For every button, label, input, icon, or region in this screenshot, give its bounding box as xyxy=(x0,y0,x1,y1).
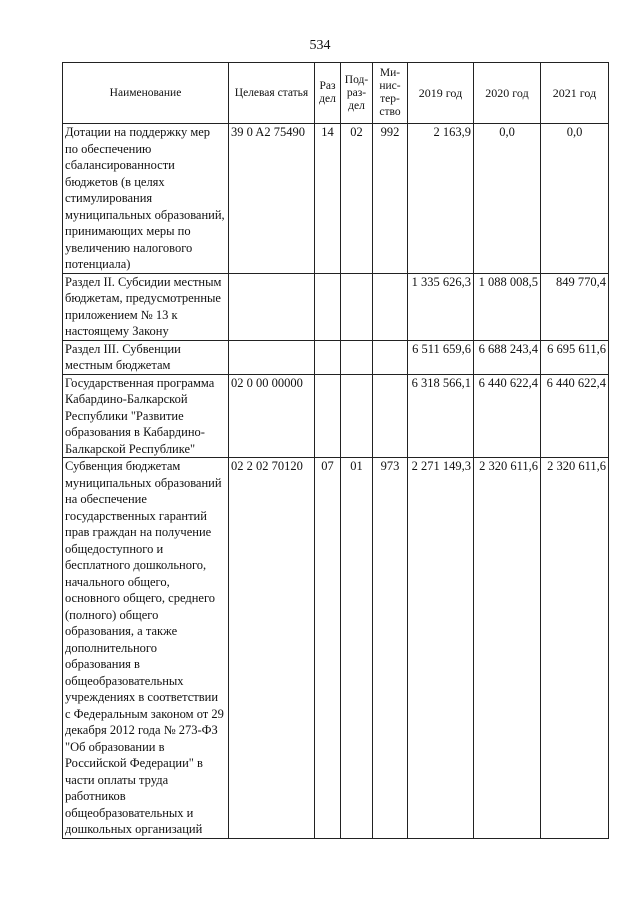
row-name: Дотации на поддержку мер по обеспечению сбалансированности бюджетов (в целях стимулирования муниципальных образований, принимающих меры по увеличению налогового потенциала) xyxy=(63,124,229,274)
row-value-2021: 6 440 622,4 xyxy=(541,374,609,458)
row-target-article: 02 2 02 70120 xyxy=(229,458,315,839)
row-value-2021: 0,0 xyxy=(541,124,609,274)
table-row xyxy=(63,273,609,340)
row-target-article: 39 0 A2 75490 xyxy=(229,124,315,274)
row-value-2021: 6 695 611,6 xyxy=(541,340,609,374)
row-section: 07 xyxy=(315,458,341,839)
row-subsection: 01 xyxy=(341,458,373,839)
row-value-2020: 1 088 008,5 xyxy=(474,273,541,340)
header-year-2019: 2019 год xyxy=(408,63,474,124)
row-target-article xyxy=(229,340,315,374)
row-name: Государственная программа Кабардино-Балкарской Республики "Развитие образования в Кабардино-Балкарской Республике" xyxy=(63,374,229,458)
row-value-2019: 2 163,9 xyxy=(408,124,474,274)
row-value-2020: 0,0 xyxy=(474,124,541,274)
row-value-2019: 6 511 659,6 xyxy=(408,340,474,374)
header-name: Наименование xyxy=(63,63,229,124)
header-year-2020: 2020 год xyxy=(474,63,541,124)
row-value-2020: 6 440 622,4 xyxy=(474,374,541,458)
row-subsection xyxy=(341,374,373,458)
row-section xyxy=(315,340,341,374)
row-ministry xyxy=(373,340,408,374)
row-ministry xyxy=(373,374,408,458)
row-ministry xyxy=(373,273,408,340)
row-value-2019: 1 335 626,3 xyxy=(408,273,474,340)
row-name: Раздел II. Субсидии местным бюджетам, предусмотренные приложением № 13 к настоящему Закону xyxy=(63,273,229,340)
page-number: 534 xyxy=(309,38,331,53)
row-value-2021: 849 770,4 xyxy=(541,273,609,340)
header-target-article: Целевая статья xyxy=(229,63,315,124)
row-value-2019: 6 318 566,1 xyxy=(408,374,474,458)
row-name: Раздел III. Субвенции местным бюджетам xyxy=(63,340,229,374)
row-ministry: 973 xyxy=(373,458,408,839)
table-row xyxy=(63,374,609,458)
row-value-2020: 6 688 243,4 xyxy=(474,340,541,374)
table-row xyxy=(63,124,609,274)
row-target-article: 02 0 00 00000 xyxy=(229,374,315,458)
header-section: Раз дел xyxy=(315,63,341,124)
table-row xyxy=(63,340,609,374)
budget-table xyxy=(62,62,609,839)
row-subsection: 02 xyxy=(341,124,373,274)
header-year-2021: 2021 год xyxy=(541,63,609,124)
row-target-article xyxy=(229,273,315,340)
row-section xyxy=(315,273,341,340)
row-name: Субвенция бюджетам муниципальных образований на обеспечение государственных гарантий прав граждан на получение общедоступного и бесплатного дошкольного, начального общего, основного общего, среднего (полного) общего образования, а также дополнительного образования в общеобразовательных учреждениях в соответствии с Федеральным законом от 29 декабря 2012 года № 273-ФЗ "Об образовании в Российской Федерации" в части оплаты труда работников общеобразовательных и дошкольных организаций xyxy=(63,458,229,839)
header-subsection: Под-раз-дел xyxy=(341,63,373,124)
row-ministry: 992 xyxy=(373,124,408,274)
row-subsection xyxy=(341,340,373,374)
row-subsection xyxy=(341,273,373,340)
table-header-row xyxy=(63,63,609,124)
row-value-2021: 2 320 611,6 xyxy=(541,458,609,839)
header-ministry: Ми-нис-тер-ство xyxy=(373,63,408,124)
row-value-2020: 2 320 611,6 xyxy=(474,458,541,839)
row-value-2019: 2 271 149,3 xyxy=(408,458,474,839)
row-section: 14 xyxy=(315,124,341,274)
row-section xyxy=(315,374,341,458)
table-row xyxy=(63,458,609,839)
